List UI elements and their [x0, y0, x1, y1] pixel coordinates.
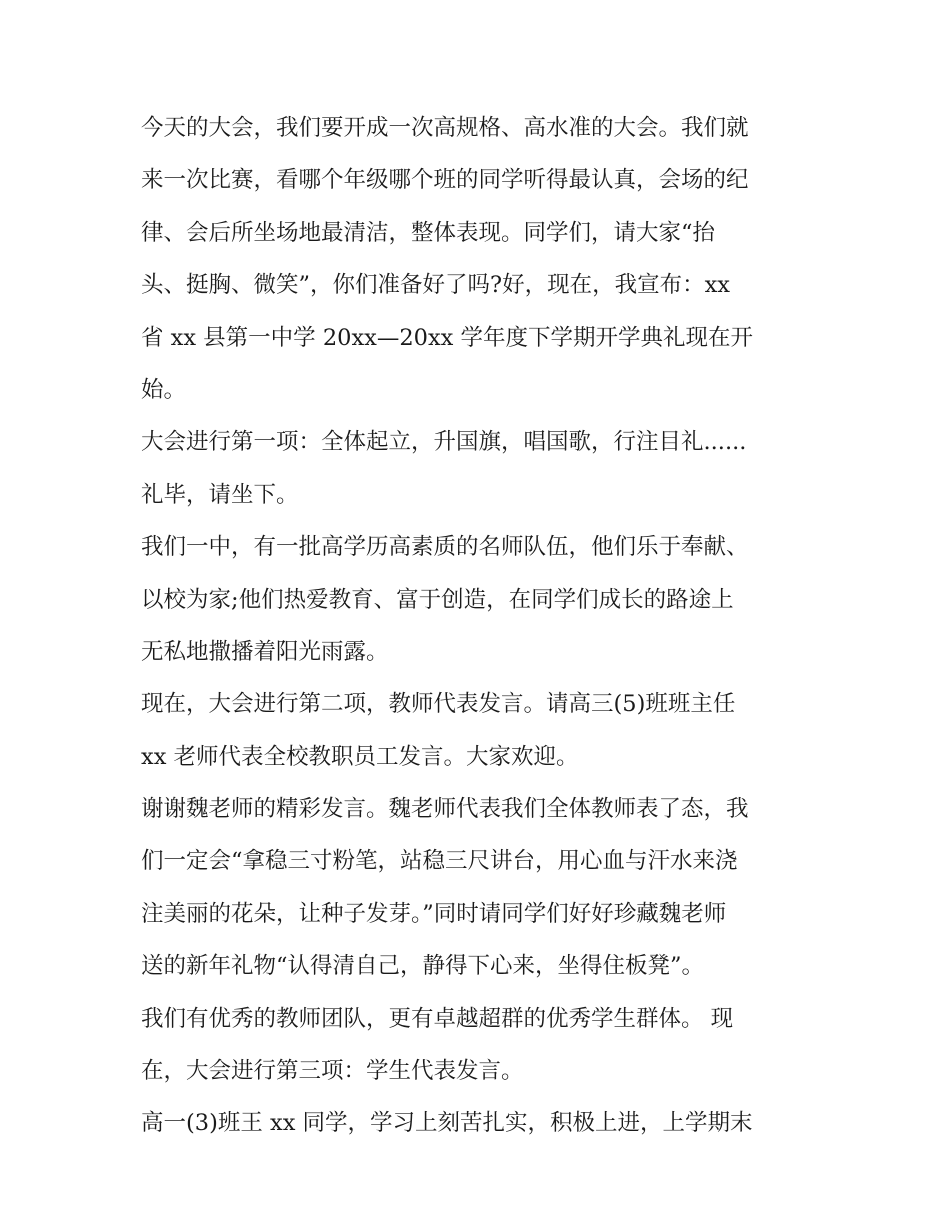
text-line: 礼毕，请坐下。 [141, 481, 299, 508]
text-line: 注美丽的花朵，让种子发芽。”同时请同学们好好珍藏魏老师 [141, 900, 727, 927]
text-line: 头、挺胸、微笑”，你们准备好了吗?好，现在，我宣布：xx [141, 272, 730, 299]
text-line: 送的新年礼物“认得清自己，静得下心来，坐得住板凳”。 [141, 953, 705, 980]
text-line: 高一(3)班王 xx 同学，学习上刻苦扎实，积极上进，上学期末 [141, 1110, 753, 1137]
text-line: 今天的大会，我们要开成一次高规格、高水准的大会。我们就 [141, 115, 749, 141]
text-line: 在，大会进行第三项：学生代表发言。 [141, 1058, 524, 1085]
body-text [141, 102, 831, 1150]
text-line: 始。 [141, 376, 187, 403]
text-line: 大会进行第一项：全体起立，升国旗，唱国歌，行注目礼...... [141, 429, 747, 456]
text-line: 以校为家;他们热爱教育、富于创造，在同学们成长的路途上 [141, 586, 734, 613]
text-line: 我们有优秀的教师团队，更有卓越超群的优秀学生群体。 现 [141, 1005, 734, 1032]
text-line: 来一次比赛，看哪个年级哪个班的同学听得最认真，会场的纪 [141, 167, 749, 194]
text-line: 律、会后所坐场地最清洁，整体表现。同学们，请大家“抬 [141, 219, 716, 246]
text-line: 现在，大会进行第二项，教师代表发言。请高三(5)班班主任 [141, 691, 736, 718]
text-line: xx 老师代表全校教职员工发言。大家欢迎。 [141, 743, 579, 770]
text-line: 我们一中，有一批高学历高素质的名师队伍，他们乐于奉献、 [141, 534, 749, 561]
text-line: 谢谢魏老师的精彩发言。魏老师代表我们全体教师表了态，我 [141, 796, 749, 823]
text-line: 省 xx 县第一中学 20xx—20xx 学年度下学期开学典礼现在开 [141, 324, 754, 351]
text-line: 无私地撒播着阳光雨露。 [141, 638, 389, 665]
text-line: 们一定会“拿稳三寸粉笔，站稳三尺讲台，用心血与汗水来浇 [141, 848, 738, 875]
